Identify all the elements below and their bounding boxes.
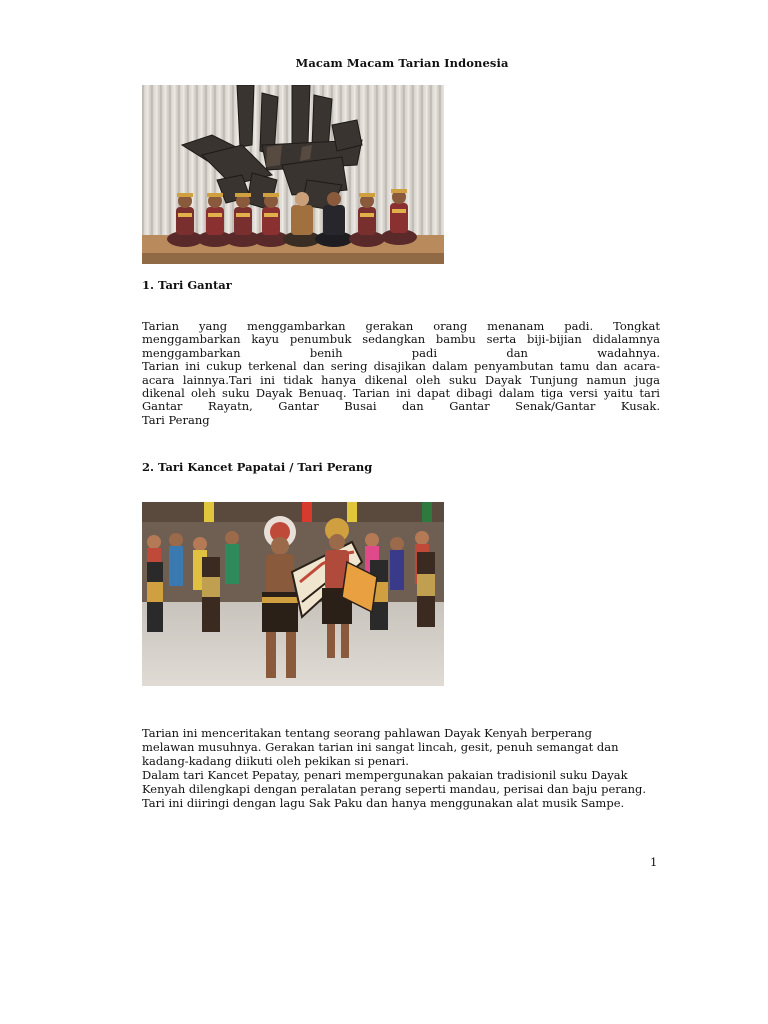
- text-line: Tari Perang: [142, 412, 210, 427]
- text-line: dikenal oleh suku Dayak Benuaq. Tarian ini dapat dibagi dalam tiga versi yaitu tari: [142, 386, 660, 401]
- text-line: menggambarkan kayu penumbuk sedangkan bambu serta biji-bijian didalamnya: [142, 332, 660, 347]
- text-line: acara lainnya.Tari ini tidak hanya dikenal oleh suku Dayak Tunjung namun juga: [142, 372, 660, 387]
- text-line: menggambarkan benih padi dan wadahnya.: [142, 345, 660, 360]
- page-number: 1: [650, 855, 658, 869]
- document-title: Macam Macam Tarian Indonesia: [295, 56, 509, 70]
- text-line: melawan musuhnya. Gerakan tarian ini sangat lincah, gesit, penuh semangat dan: [142, 739, 619, 754]
- paragraph-tari-gantar: [142, 320, 660, 427]
- text-line: Gantar Rayatn, Gantar Busai dan Gantar Senak/Gantar Kusak.: [142, 399, 660, 414]
- text-line: kadang-kadang diikuti oleh pekikan si penari.: [142, 753, 409, 768]
- warrior-dancers-with-shields-photo: [142, 502, 444, 686]
- dancers-seated-on-stage-photo: [142, 85, 444, 264]
- section-heading-tari-kancet-papatai: 2. Tari Kancet Papatai / Tari Perang: [142, 460, 373, 474]
- text-line: Dalam tari Kancet Pepatay, penari mempergunakan pakaian tradisionil suku Dayak: [142, 767, 628, 782]
- text-line: Tarian yang menggambarkan gerakan orang menanam padi. Tongkat: [142, 319, 660, 333]
- text-line: Kenyah dilengkapi dengan peralatan perang seperti mandau, perisai dan baju perang.: [142, 781, 647, 796]
- text-line: Tarian ini menceritakan tentang seorang pahlawan Dayak Kenyah berperang: [142, 726, 593, 740]
- text-line: Tari ini diiringi dengan lagu Sak Paku dan hanya menggunakan alat musik Sampe.: [142, 795, 625, 810]
- paragraph-tari-kancet-papatai: [142, 727, 660, 810]
- text-line: Tarian ini cukup terkenal dan sering disajikan dalam penyambutan tamu dan acara-: [142, 359, 660, 374]
- section-heading-tari-gantar: 1. Tari Gantar: [142, 278, 232, 292]
